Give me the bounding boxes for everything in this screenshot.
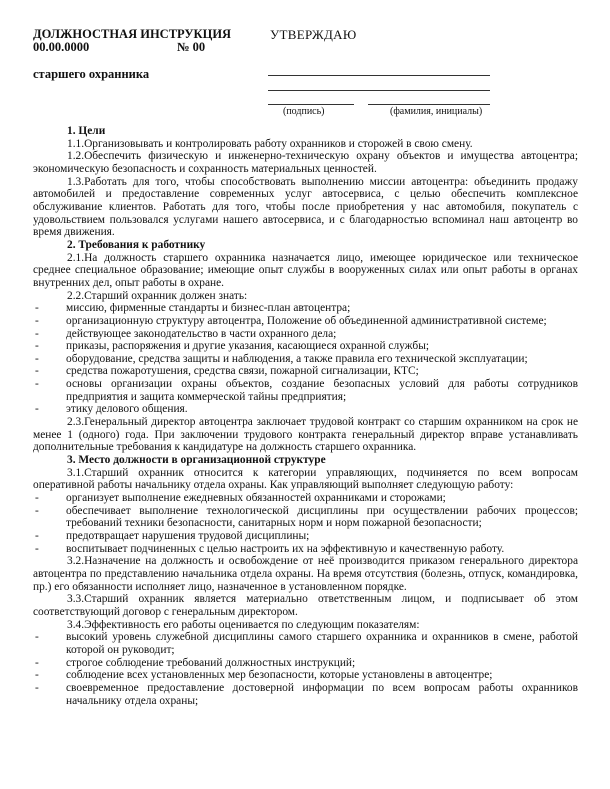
list-item: - этику делового общения.	[33, 403, 578, 416]
section-2-title: 2. Требования к работнику	[67, 238, 206, 251]
approve-line-1	[268, 75, 490, 76]
paragraph-2-1: 2.1.На должность старшего охранника назначается лицо, имеющее юридическое или техническое среднее специальное образование; имеющие опыт службы в вооруженных силах или опыт работы в органах внутренних дел, опыт работы в охране.	[33, 251, 578, 289]
list-item: - организует выполнение ежедневных обязанностей охранниками и сторожами;	[33, 492, 578, 505]
name-line	[368, 104, 490, 105]
document-body	[33, 125, 578, 707]
section-1-title: 1. Цели	[67, 125, 106, 137]
position-title: старшего охранника	[33, 67, 150, 81]
list-item: - основы организации охраны объектов, создание безопасных условий для работы сотрудников предприятия и защита коммерческой тайны предприятия;	[33, 378, 578, 403]
list-item: - строгое соблюдение требований должностных инструкций;	[33, 657, 578, 670]
list-item: - миссию, фирменные стандарты и бизнес-план автоцентра;	[33, 302, 578, 315]
list-item: - соблюдение всех установленных мер безопасности, которые установлены в автоцентре;	[33, 669, 578, 682]
paragraph-1-2: 1.2.Обеспечить физическую и инженерно-техническую охрану объектов и имущества автоцентра; экономическую безопасность и сохранность материальных ценностей.	[33, 150, 578, 175]
paragraph-3-1: 3.1.Старший охранник относится к категории управляющих, подчиняется по всем вопросам оперативной работы начальнику отдела охраны. Как управляющий выполняет следующую работу:	[33, 466, 578, 492]
paragraph-3-2: 3.2.Назначение на должность и освобождение от неё производится приказом генерального директора автоцентра по представлению начальника отдела охраны. На время отсутствия (болезнь, отпуск, командировка, пр.) его обязанности исполняет лицо, назначенное в установленном порядке.	[33, 555, 578, 593]
list-item: - предотвращает нарушения трудовой дисциплины;	[33, 530, 578, 543]
document-title: ДОЛЖНОСТНАЯ ИНСТРУКЦИЯ	[33, 27, 232, 41]
list-item: - оборудование, средства защиты и наблюдения, а также правила его технической эксплуатации;	[33, 353, 578, 366]
paragraph-2-2: 2.2.Старший охранник должен знать:	[67, 289, 248, 302]
signature-line	[268, 104, 354, 105]
signature-label: (подпись)	[283, 106, 325, 117]
approve-line-2	[268, 90, 490, 91]
name-label: (фамилия, инициалы)	[390, 106, 483, 117]
document-date: 00.00.0000	[33, 40, 90, 54]
list-item: - действующее законодательство в части охранного дела;	[33, 328, 578, 341]
paragraph-3-3: 3.3.Старший охранник является материально ответственным лицом, и подписывает об этом соответствующий договор с генеральным директором.	[33, 593, 578, 618]
list-item: - организационную структуру автоцентра, Положение об объединенной административной системе;	[33, 315, 578, 328]
list-item: - приказы, распоряжения и другие указания, касающиеся охранной службы;	[33, 340, 578, 353]
document-number: № 00	[177, 40, 206, 54]
paragraph-1-3: 1.3.Работать для того, чтобы способствовать выполнению миссии автоцентра: объединить продажу автомобилей и предоставление современных услуг автосервиса, с целью обеспечить комплексное обслуживание клиентов. Работать для того, чтобы после приобретения у нас автомобиля, покупатель с удовольствием пользовался услугами нашего автосервиса, и с благодарностью вспоминал наш автоцентр во время движения.	[33, 175, 578, 239]
list-item: - воспитывает подчиненных с целью настроить их на эффективную и качественную работу.	[33, 543, 578, 556]
paragraph-3-4: 3.4.Эффективность его работы оценивается по следующим показателям:	[67, 618, 420, 631]
approve-label: УТВЕРЖДАЮ	[270, 27, 357, 42]
list-item: - средства пожаротушения, средства связи, пожарной сигнализации, КТС;	[33, 365, 578, 378]
paragraph-1-1: 1.1.Организовывать и контролировать работу охранников и сторожей в свою смену.	[67, 137, 473, 150]
paragraph-2-3: 2.3.Генеральный директор автоцентра заключает трудовой контракт со старшим охранником на срок не менее 1 (одного) года. При заключении трудового контракта генеральный директор вправе устанавливать дополнительные требования к кандидатуре на должность старшего охранника.	[33, 416, 578, 454]
list-item: - обеспечивает выполнение технологической дисциплины при осуществлении рабочих процессов; требований техники безопасности, санитарных норм и норм пожарной безопасности;	[33, 505, 578, 530]
section-3-title: 3. Место должности в организационной структуре	[67, 454, 326, 467]
list-item: - высокий уровень служебной дисциплины самого старшего охранника и охранников в смене, работой которой он руководит;	[33, 631, 578, 656]
list-item: - своевременное предоставление достоверной информации по всем вопросам работы охранников начальнику отдела охраны;	[33, 682, 578, 707]
